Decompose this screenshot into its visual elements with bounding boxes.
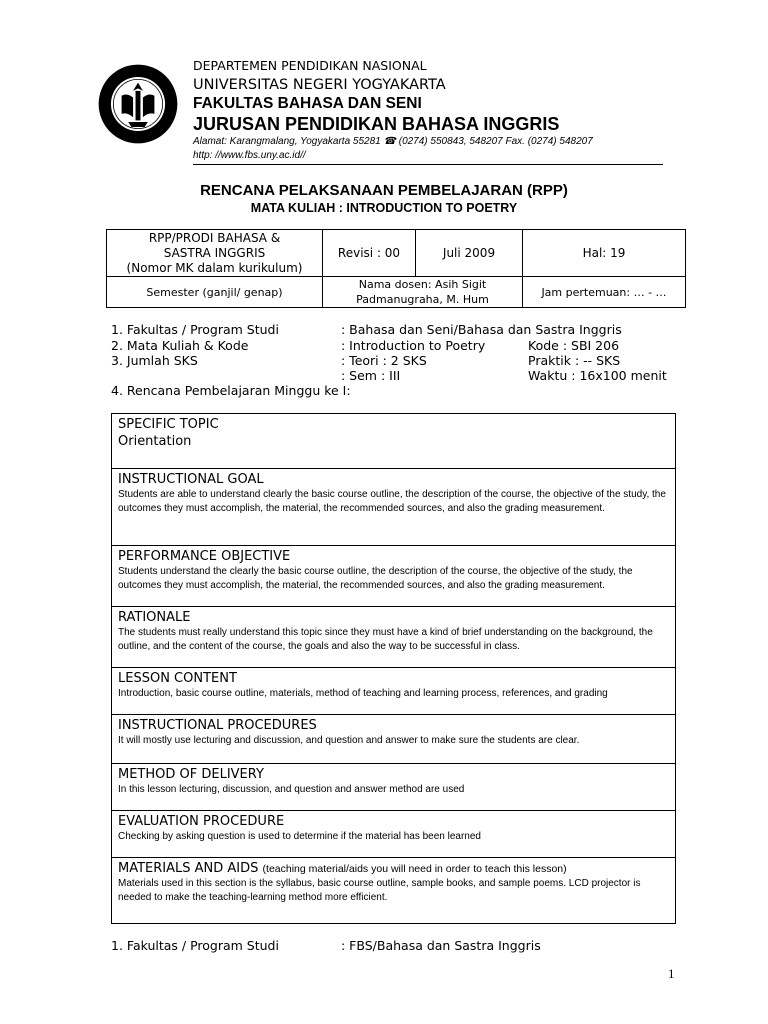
section-body: Checking by asking question is used to determine if the material has been learned: [118, 831, 481, 842]
section-body: In this lesson lecturing, discussion, and question and answer method are used: [118, 784, 465, 795]
prodi-line2: SASTRA INGGRIS: [163, 245, 266, 260]
item-faculty-value: : Bahasa dan Seni/Bahasa dan Sastra Inggris: [341, 322, 622, 337]
lecturer-line1: Nama dosen: Asih Sigit: [358, 278, 487, 291]
item-semester: : Sem : III: [341, 368, 401, 383]
section-heading: INSTRUCTIONAL PROCEDURES: [118, 718, 317, 733]
info-table: [106, 229, 686, 308]
section-lesson-content: [112, 668, 676, 715]
item-course-value: : Introduction to Poetry: [341, 338, 486, 353]
item-faculty-label: 1. Fakultas / Program Studi: [111, 322, 279, 337]
prodi-cell: [107, 230, 323, 277]
footer-faculty-value: : FBS/Bahasa dan Sastra Inggris: [341, 938, 541, 953]
prodi-line1: RPP/PRODI BAHASA &: [148, 230, 281, 245]
section-body: The students must really understand this topic since they must have a kind of brief understanding on the background, the outline, and the content of the course, the goals and also the way to be successful in class.: [118, 627, 653, 652]
section-body: It will mostly use lecturing and discussion, and question and answer to make sure the students are clear.: [118, 735, 580, 746]
section-heading: INSTRUCTIONAL GOAL: [118, 472, 264, 487]
section-evaluation-procedure: [112, 811, 676, 858]
item-course-code: Kode : SBI 206: [528, 338, 620, 353]
lecturer-line2: Padmanugraha, M. Hum: [356, 293, 489, 306]
document-subtitle: MATA KULIAH : INTRODUCTION TO POETRY: [250, 201, 518, 215]
item-sks-practice: Praktik : -- SKS: [528, 353, 621, 368]
university-logo: [97, 63, 179, 145]
section-heading: PERFORMANCE OBJECTIVE: [118, 549, 291, 564]
item-sks-theory: : Teori : 2 SKS: [341, 353, 427, 368]
page-cell: Hal: 19: [523, 230, 686, 277]
university-name: UNIVERSITAS NEGERI YOGYAKARTA: [193, 77, 446, 93]
section-body: Students are able to understand clearly the basic course outline, the description of the course, the objective of the study, the outcomes they must accomplish, the material, the recommended sources, and also the grading measurement.: [118, 489, 666, 514]
page-number: 1: [668, 966, 675, 981]
section-instructional-procedures: [112, 715, 676, 764]
date-cell: Juli 2009: [416, 230, 523, 277]
section-heading: METHOD OF DELIVERY: [118, 767, 264, 782]
section-body: Introduction, basic course outline, materials, method of teaching and learning process, references, and grading: [118, 688, 608, 699]
faculty-name: FAKULTAS BAHASA DAN SENI: [193, 95, 422, 112]
website: http: //www.fbs.uny.ac.id//: [193, 150, 306, 161]
document-title: RENCANA PELAKSANAAN PEMBELAJARAN (RPP): [200, 182, 568, 199]
department-name: JURUSAN PENDIDIKAN BAHASA INGGRIS: [193, 114, 560, 134]
section-heading: [118, 861, 669, 876]
section-instructional-goal: [112, 469, 676, 546]
section-heading-text: MATERIALS AND AIDS: [118, 861, 259, 876]
item-sks-label: 3. Jumlah SKS: [111, 353, 198, 368]
lecturer-cell: [323, 277, 523, 308]
section-materials-and-aids: [112, 858, 676, 924]
address: Alamat: Karangmalang, Yogyakarta 55281 ☎ (0274) 550843, 548207 Fax. (0274) 548207: [193, 136, 593, 147]
header-rule: [193, 164, 663, 165]
section-specific-topic: [112, 414, 676, 469]
prodi-line3: (Nomor MK dalam kurikulum): [126, 260, 303, 275]
section-body: Students understand the clearly the basic course outline, the description of the course, the objective of the study, the outcomes they must accomplish, the material, the recommended sources, and also the grading measurement.: [118, 566, 633, 591]
section-body: Orientation: [118, 434, 192, 449]
revisi-cell: Revisi : 00: [323, 230, 416, 277]
section-performance-objective: [112, 546, 676, 607]
meeting-hours-cell: Jam pertemuan: … - …: [523, 277, 686, 308]
section-heading: RATIONALE: [118, 610, 191, 625]
ministry-name: DEPARTEMEN PENDIDIKAN NASIONAL: [193, 58, 427, 73]
section-heading: EVALUATION PROCEDURE: [118, 814, 285, 829]
section-heading: LESSON CONTENT: [118, 671, 237, 686]
item-time: Waktu : 16x100 menit: [528, 368, 667, 383]
section-heading: SPECIFIC TOPIC: [118, 417, 219, 432]
semester-cell: Semester (ganjil/ genap): [107, 277, 323, 308]
item-plan-label: 4. Rencana Pembelajaran Minggu ke I:: [111, 383, 351, 398]
section-rationale: [112, 607, 676, 668]
item-course-label: 2. Mata Kuliah & Kode: [111, 338, 249, 353]
lesson-plan-table: [111, 413, 676, 924]
footer-faculty-label: 1. Fakultas / Program Studi: [111, 938, 279, 953]
section-method-of-delivery: [112, 764, 676, 811]
section-heading-note: (teaching material/aids you will need in order to teach this lesson): [262, 863, 567, 875]
section-body: Materials used in this section is the syllabus, basic course outline, sample books, and sample poems. LCD projector is needed to make the teaching-learning method more efficient.: [118, 878, 641, 903]
